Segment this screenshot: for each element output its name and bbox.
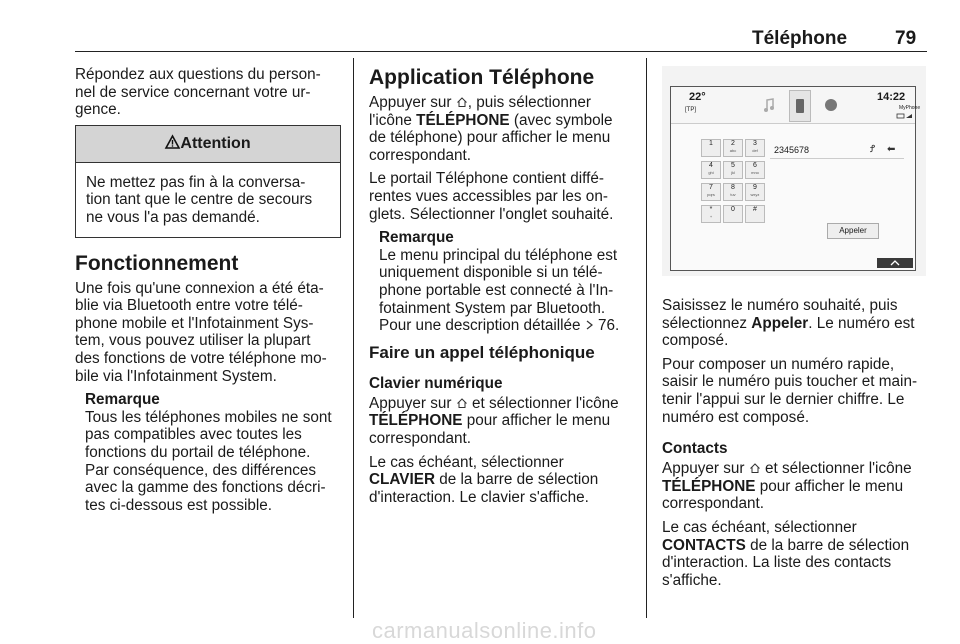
tp-indicator: [TP] [685, 107, 697, 113]
keypad-key-letters: tuv [730, 192, 736, 197]
keypad-key-letters: wxyz [750, 192, 760, 197]
left-column [75, 66, 341, 522]
keypad-key-letters: pqrs [707, 192, 715, 197]
header-title: Téléphone [752, 28, 848, 49]
home-icon [749, 462, 761, 474]
keypad-key[interactable]: 6 mno [745, 161, 765, 179]
keypad-key-letters: ghi [708, 170, 714, 175]
warning-triangle-icon [165, 135, 180, 149]
call-button[interactable]: Appeler [827, 223, 879, 239]
phone-icon [790, 91, 810, 121]
contacts-paragraph-1: Appuyer sur et sélectionner l'icône TÉLÉPHONE pour afficher le menu correspondant. [662, 460, 912, 513]
attention-title: Attention [180, 134, 251, 152]
screen-topbar [671, 87, 921, 124]
portal-paragraph: Le portail Téléphone contient diffé- rentes vues accessibles par les on- glets. Sélectionner l'onglet souhaité. [369, 170, 614, 223]
right-column [662, 297, 930, 595]
keypad-key[interactable]: 8 tuv [723, 183, 743, 201]
dial-paragraph: Saisissez le numéro souhaité, puis sélectionnez Appeler. Le numéro est composé. [662, 297, 915, 350]
keypad-key-letters: + [709, 214, 713, 219]
tab-info[interactable] [821, 90, 841, 120]
keypad-key[interactable]: # [745, 205, 765, 223]
page-ref-arrow-icon [585, 319, 594, 331]
temperature: 22° [689, 91, 706, 103]
note-box-2 [369, 229, 637, 335]
home-icon [456, 397, 468, 409]
note-text: Tous les téléphones mobiles ne sont pas compatibles avec toutes les fonctions du portail de téléphone. Par conséquence, des différences avec la gamme des fonctions décri- tes ci-dessous est possible. [85, 408, 332, 514]
chevron-up-icon [877, 258, 913, 268]
note-title: Remarque [85, 391, 160, 409]
attention-text: Ne mettez pas fin à la conversa- tion tant que le centre de secours ne vous l'a pas demandé. [86, 173, 313, 226]
fonctionnement-paragraph: Une fois qu'une connexion a été éta- blie via Bluetooth entre votre télé- phone mobile et l'Infotainment Sys- tem, vous pouvez utiliser la plupart des fonctions de votre téléphone mo- bile via l'Infotainment System. [75, 279, 327, 385]
keypad-key[interactable]: 9 wxyz [745, 183, 765, 201]
keypad-key[interactable]: 1 [701, 139, 721, 157]
keypad-key[interactable]: 4 ghi [701, 161, 721, 179]
app-paragraph: Appuyer sur , puis sélectionner l'icône TÉLÉPHONE (avec symbole de téléphone) pour afficher le menu correspondant. [369, 94, 613, 164]
collapse-chevron-button[interactable] [877, 258, 913, 268]
infotainment-screenshot [662, 66, 926, 276]
keypad-paragraph-2: Le cas échéant, sélectionner CLAVIER de la barre de sélection d'interaction. Le clavier s'affiche. [369, 453, 599, 506]
heading-fonctionnement: Fonctionnement [75, 251, 239, 275]
heading-contacts: Contacts [662, 440, 728, 458]
keypad-paragraph-1: Appuyer sur et sélectionner l'icône TÉLÉPHONE pour afficher le menu correspondant. [369, 394, 619, 447]
page-number: 79 [895, 28, 917, 49]
backspace-icon[interactable]: ⬅ [887, 144, 896, 155]
keypad-key-letters: def [752, 148, 758, 153]
note-text-2: Le menu principal du téléphone est uniquement disponible si un télé- phone portable est connecté à l'In- fotainment System par Bluetooth. Pour une description détaillée 76. [379, 246, 620, 335]
tab-phone[interactable] [789, 90, 811, 122]
note-box [75, 391, 341, 514]
header-rule [75, 51, 927, 52]
keypad-key-letters: jkl [731, 170, 735, 175]
attention-box [75, 125, 341, 238]
phone-keypad-screen [670, 86, 921, 271]
keypad-key-letters: mno [751, 170, 759, 175]
keypad-key-letters: abc [729, 148, 737, 153]
info-circle-icon [821, 90, 841, 120]
tab-audio[interactable] [759, 90, 779, 120]
keypad-key[interactable]: 0 [723, 205, 743, 223]
music-note-icon [759, 90, 779, 120]
heading-call: Faire un appel téléphonique [369, 342, 595, 362]
number-field[interactable]: 2345678 [770, 142, 904, 159]
keypad-key[interactable]: 2 abc [723, 139, 743, 157]
column-divider-1 [353, 58, 354, 618]
keypad-key[interactable]: * + [701, 205, 721, 223]
clock: 14:22 [877, 91, 906, 103]
speed-dial-paragraph: Pour composer un numéro rapide, saisir le numéro puis toucher et main- tenir l'appui sur le dernier chiffre. Le numéro est composé. [662, 355, 918, 426]
home-icon [456, 96, 468, 108]
battery-signal-icon [897, 113, 913, 119]
attention-header [76, 126, 340, 163]
note-title-2: Remarque [379, 229, 454, 247]
contacts-paragraph-2: Le cas échéant, sélectionner CONTACTS de la barre de sélection d'interaction. La liste des contacts s'affiche. [662, 518, 910, 589]
heading-keypad: Clavier numérique [369, 374, 503, 392]
phone-name: MyPhone [899, 105, 921, 111]
cursor-indicator-icon: Ꝭ [870, 144, 876, 155]
keypad-key[interactable]: 7 pqrs [701, 183, 721, 201]
keypad-key[interactable]: 5 jkl [723, 161, 743, 179]
middle-column [369, 66, 637, 512]
column-divider-2 [646, 58, 647, 618]
keypad-key[interactable]: 3 def [745, 139, 765, 157]
intro-paragraph: Répondez aux questions du person- nel de service concernant votre ur- gence. [75, 66, 321, 119]
watermark: carmanualsonline.info [372, 618, 597, 643]
heading-application: Application Téléphone [369, 66, 595, 89]
